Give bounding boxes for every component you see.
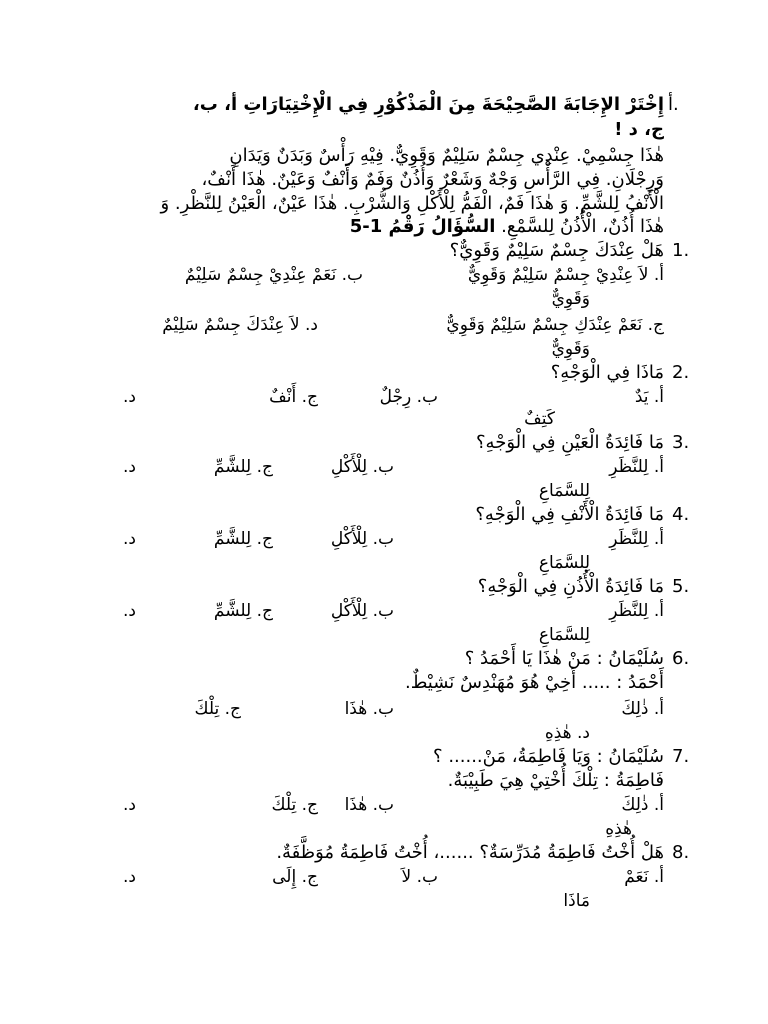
question-text: هَلْ أُخْتُ فَاطِمَةُ مُدَرِّسَةٌ؟ ......، أُخْتُ فَاطِمَةُ مُوَظَّفَةٌ. xyxy=(276,842,664,863)
option-a: أ. لِلنَّظَرِ xyxy=(609,601,664,621)
option-a: أ. لِلنَّظَرِ xyxy=(609,529,664,549)
option-b: ب. رِجْلٌ xyxy=(379,387,438,407)
option-b: ب. لاَ xyxy=(401,867,438,887)
option-a: أ. ذٰلِكَ xyxy=(621,795,664,815)
option-b: ب. لِلْأَكْلِ xyxy=(330,457,394,477)
question-text: هَلْ عِنْدَكَ جِسْمٌ سَلِيْمٌ وَقَوِيٌّ؟ xyxy=(449,240,664,261)
passage-line-2: وَرِجْلَانِ. فِي الرَّأْسِ وَجْهٌ وَشَعْرٌ وَأُذُنٌ وَفَمٌ وَأَنْفٌ وَعَيْنٌ. هٰذَا أَنْفٌ، xyxy=(201,169,664,190)
passage-line-1: هٰذَا جِسْمِيْ. عِنْدِي جِسْمٌ سَلِيْمٌ وَقَوِيٌّ. فِيْهِ رَأْسٌ وَبَدَنٌ وَيَدَانِ xyxy=(229,145,664,166)
option-d: د. xyxy=(123,457,136,477)
option-a: أ. لِلنَّظَرِ xyxy=(609,457,664,477)
question-text: مَاذَا فِي الْوَجْهِ؟ xyxy=(550,362,664,383)
question-text: مَا فَائِدَةُ الْأُذُنِ فِي الْوَجْهِ؟ xyxy=(477,576,664,597)
option-d: د. xyxy=(123,867,136,887)
option-d: د. هٰذِهِ xyxy=(544,723,590,743)
question-number: 5. xyxy=(672,576,690,597)
instruction-line-1: إِخْتَرْ الإِجَابَةَ الصَّحِيْحَةَ مِنَ الْمَذْكُوْرِ فِي الْإِخْتِيَارَاتِ أ، ب، xyxy=(192,94,664,115)
option-d: د. xyxy=(123,387,136,407)
option-d-cont: لِلسَّمَاعِ xyxy=(538,553,590,573)
question-range-label: السُّؤَالُ رَقْمُ 1-5 xyxy=(349,216,496,237)
section-letter: أ. xyxy=(668,94,679,115)
question-number: 4. xyxy=(672,504,690,525)
option-a: أ. ذٰلِكَ xyxy=(621,699,664,719)
option-a: أ. يَدٌ xyxy=(634,387,664,407)
question-number: 1. xyxy=(672,240,690,261)
option-c: ج. أَنْفٌ xyxy=(269,387,318,407)
option-b-cont: وَقَوِيٌّ xyxy=(551,289,590,309)
question-number: 7. xyxy=(672,746,690,767)
option-d-cont: لِلسَّمَاعِ xyxy=(538,481,590,501)
option-d-cont: مَاذَا xyxy=(563,891,590,911)
passage-line-4-text: هٰذَا أُذُنٌ، الْأُذُنُ لِلسَّمْعِ. xyxy=(501,216,664,237)
option-b: ب. هٰذَا xyxy=(344,699,394,719)
option-a: أ. لاَ عِنْدِيْ جِسْمٌ سَلِيْمٌ وَقَوِيٌّ xyxy=(467,265,664,285)
question-text-line-2: أَحْمَدُ : ..... أَخِيْ هُوَ مُهَنْدِسٌ نَشِيْطٌ. xyxy=(404,672,664,693)
option-d-cont: لِلسَّمَاعِ xyxy=(538,625,590,645)
option-c: ج. نَعَمْ عِنْدَكِ جِسْمٌ سَلِيْمٌ وَقَوِيٌّ xyxy=(446,315,664,335)
instruction-line-2: ج، د ! xyxy=(614,119,664,140)
option-c: ج. إِلَى xyxy=(272,867,318,887)
option-d-cont: وَقَوِيٌّ xyxy=(551,339,590,359)
option-d: د. لاَ عِنْدَكَ جِسْمٌ سَلِيْمٌ xyxy=(162,315,318,335)
question-text: مَا فَائِدَةُ الْأَنْفِ فِي الْوَجْهِ؟ xyxy=(475,504,664,525)
option-d: د. xyxy=(123,529,136,549)
question-text: سُلَيْمَانُ : مَنْ هٰذَا يَا أَحْمَدُ ؟ xyxy=(464,648,664,669)
question-number: 6. xyxy=(672,648,690,669)
question-text-line-2: فَاطِمَةُ : تِلْكَ أُخْتِيْ هِيَ طَبِيْبَةٌ. xyxy=(447,770,664,791)
option-c: ج. لِلشَّمِّ xyxy=(213,529,273,549)
option-b: ب. نَعَمْ عِنْدِيْ جِسْمٌ سَلِيْمٌ xyxy=(184,265,363,285)
option-d: د. xyxy=(123,795,136,815)
option-a: أ. نَعَمْ xyxy=(624,867,664,887)
option-c: ج. لِلشَّمِّ xyxy=(213,601,273,621)
option-d-cont: كَتِفٌ xyxy=(524,409,555,429)
question-text: سُلَيْمَانُ : وَيَا فَاطِمَةُ، مَنْ...... ؟ xyxy=(433,746,664,767)
question-number: 2. xyxy=(672,362,690,383)
option-b: ب. لِلْأَكْلِ xyxy=(330,529,394,549)
passage-line-3: الْأَنْفُ لِلشَّمِّ. وَ هٰذَا فَمٌ، الْفَمُّ لِلْأَكْلِ وَالشُّرْبِ. هٰذَا عَيْنٌ، الْعَيْنُ لِلنَّظْرِ. وَ xyxy=(160,193,664,214)
option-d: د. xyxy=(123,601,136,621)
passage-line-4 xyxy=(350,216,664,238)
option-c: ج. لِلشَّمِّ xyxy=(213,457,273,477)
question-text: مَا فَائِدَةُ الْعَيْنِ فِي الْوَجْهِ؟ xyxy=(475,432,664,453)
option-d-cont: هٰذِهِ xyxy=(605,819,632,839)
question-number: 8. xyxy=(672,842,690,863)
option-c: ج. تِلْكَ xyxy=(271,795,318,815)
option-c: ج. تِلْكَ xyxy=(194,699,241,719)
option-b: ب. لِلْأَكْلِ xyxy=(330,601,394,621)
option-b: ب. هٰذَا xyxy=(344,795,394,815)
question-number: 3. xyxy=(672,432,690,453)
